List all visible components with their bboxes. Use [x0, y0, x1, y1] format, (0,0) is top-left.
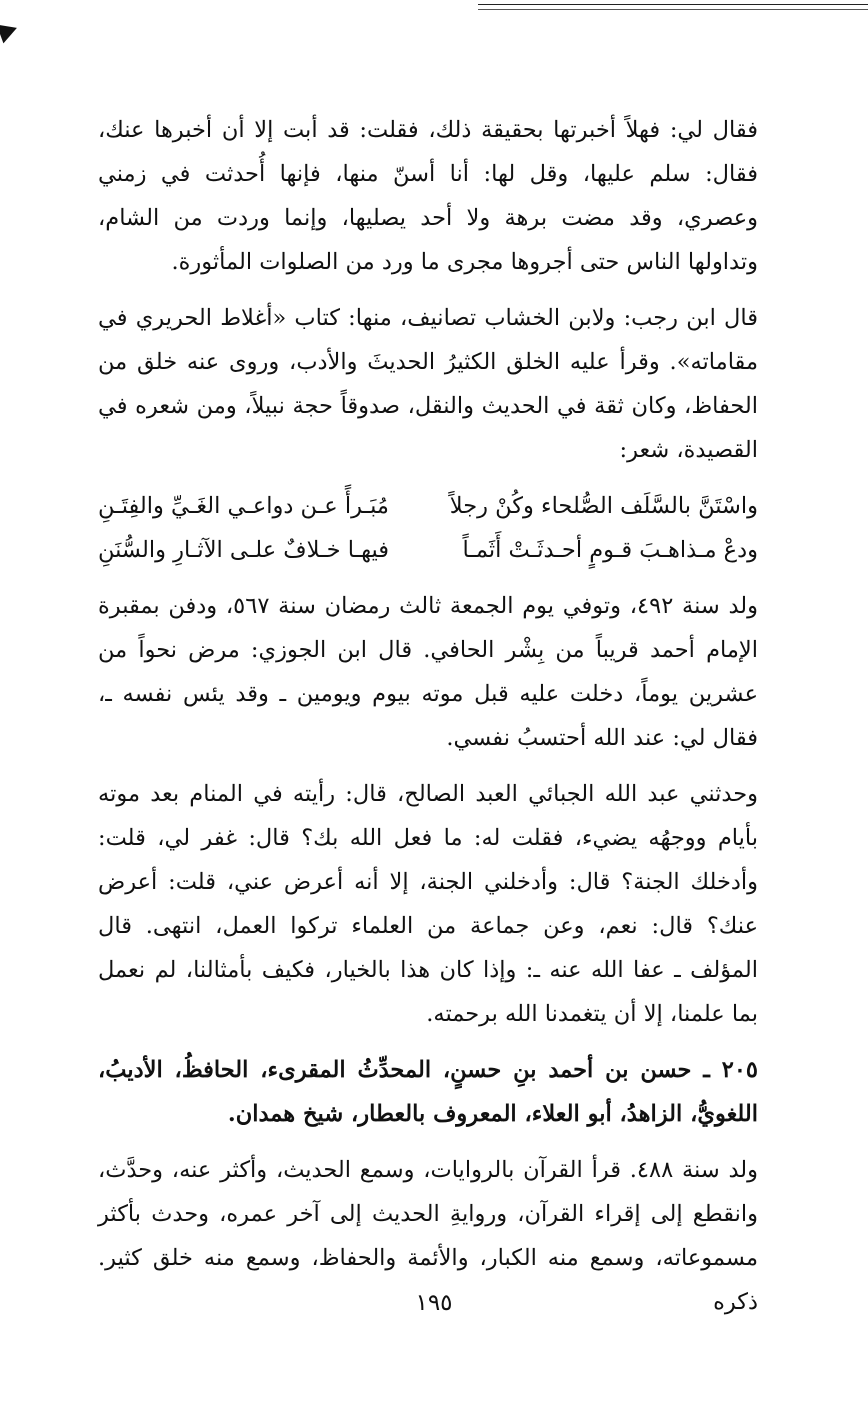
entry-heading-205: ٢٠٥ ـ حسن بن أحمد بنِ حسنٍ، المحدِّثُ المقرىء، الحافظُ، الأديبُ، اللغويُّ، الزاهدُ، أبو العلاء، المعروف بالعطار، شيخ همدان.	[98, 1057, 758, 1127]
poem	[98, 484, 758, 572]
page-number: ١٩٥	[415, 1290, 453, 1316]
verse-first-hemistich: ودعْ مـذاهـبَ قـومٍ أحـدثَـتْ أَثَمـاً	[462, 537, 758, 563]
corner-mark	[0, 18, 20, 43]
paragraph-ibn-rajab: قال ابن رجب: ولابن الخشاب تصانيف، منها: كتاب «أغلاط الحريري في مقاماته». وقرأ عليه الخلق الكثيرُ الحديثَ والأدب، وروى عنه خلق من الحفاظ، وكان ثقة في الحديث والنقل، صدوقاً حجة نبيلاً، ومن شعره في القصيدة، شعر:	[98, 305, 758, 463]
paragraph-entry-205-bio: ولد سنة ٤٨٨. قرأ القرآن بالروايات، وسمع الحديث، وأكثر عنه، وحدَّث، وانقطع إلى إقراء القرآن، وروايةِ الحديث إلى آخر عمره، وحدث بأكثر مسموعاته، وسمع منه الكبار، والأئمة والحفاظ، وسمع منه خلق كثير. ذكره	[98, 1157, 758, 1315]
verse-second-hemistich: مُبَـرأً عـن دواعـي الغَـيِّ والفِتَـنِ	[98, 493, 389, 519]
paragraph-dream-account: فقال لي: فهلاً أخبرتها بحقيقة ذلك، فقلت: قد أبت إلا أن أخبرها عنك، فقال: سلم عليها، وقل لها: أنا أسنّ منها، فإنها أُحدثت في زمني وعصري، وقد مضت برهة ولا أحد يصليها، وإنما وردت من الشام، وتداولها الناس حتى أجروها مجرى ما ورد من الصلوات المأثورة.	[98, 117, 758, 275]
header-rule	[478, 4, 868, 5]
page-body	[98, 108, 758, 1336]
verse-second-hemistich: فيهـا خـلافٌ علـى الآثـارِ والسُّنَنِ	[98, 537, 390, 563]
verse-line	[98, 484, 758, 528]
verse-line	[98, 528, 758, 572]
paragraph-jubbai-dream: وحدثني عبد الله الجبائي العبد الصالح، قال: رأيته في المنام بعد موته بأيام ووجهُه يضيء، فقلت له: ما فعل الله بك؟ قال: غفر لي، قلت: وأدخلك الجنة؟ قال: وأدخلني الجنة، إلا أنه أعرض عني، قلت: أعرض عنك؟ قال: نعم، وعن جماعة من العلماء تركوا العمل، انتهى. قال المؤلف ـ عفا الله عنه ـ: وإذا كان هذا بالخيار، فكيف بأمثالنا، لم نعمل بما علمنا، إلا أن يتغمدنا الله برحمته.	[98, 781, 758, 1027]
verse-first-hemistich: واسْتَنَّ بالسَّلَف الصُّلحاء وكُنْ رجلاً	[449, 493, 758, 519]
header-rule-secondary	[478, 9, 868, 10]
paragraph-birth-death: ولد سنة ٤٩٢، وتوفي يوم الجمعة ثالث رمضان سنة ٥٦٧، ودفن بمقبرة الإمام أحمد قريباً من بِشْر الحافي. قال ابن الجوزي: مرض نحواً من عشرين يوماً، دخلت عليه قبل موته بيوم ويومين ـ وقد يئس نفسه ـ، فقال لي: عند الله أحتسبُ نفسي.	[98, 593, 758, 751]
